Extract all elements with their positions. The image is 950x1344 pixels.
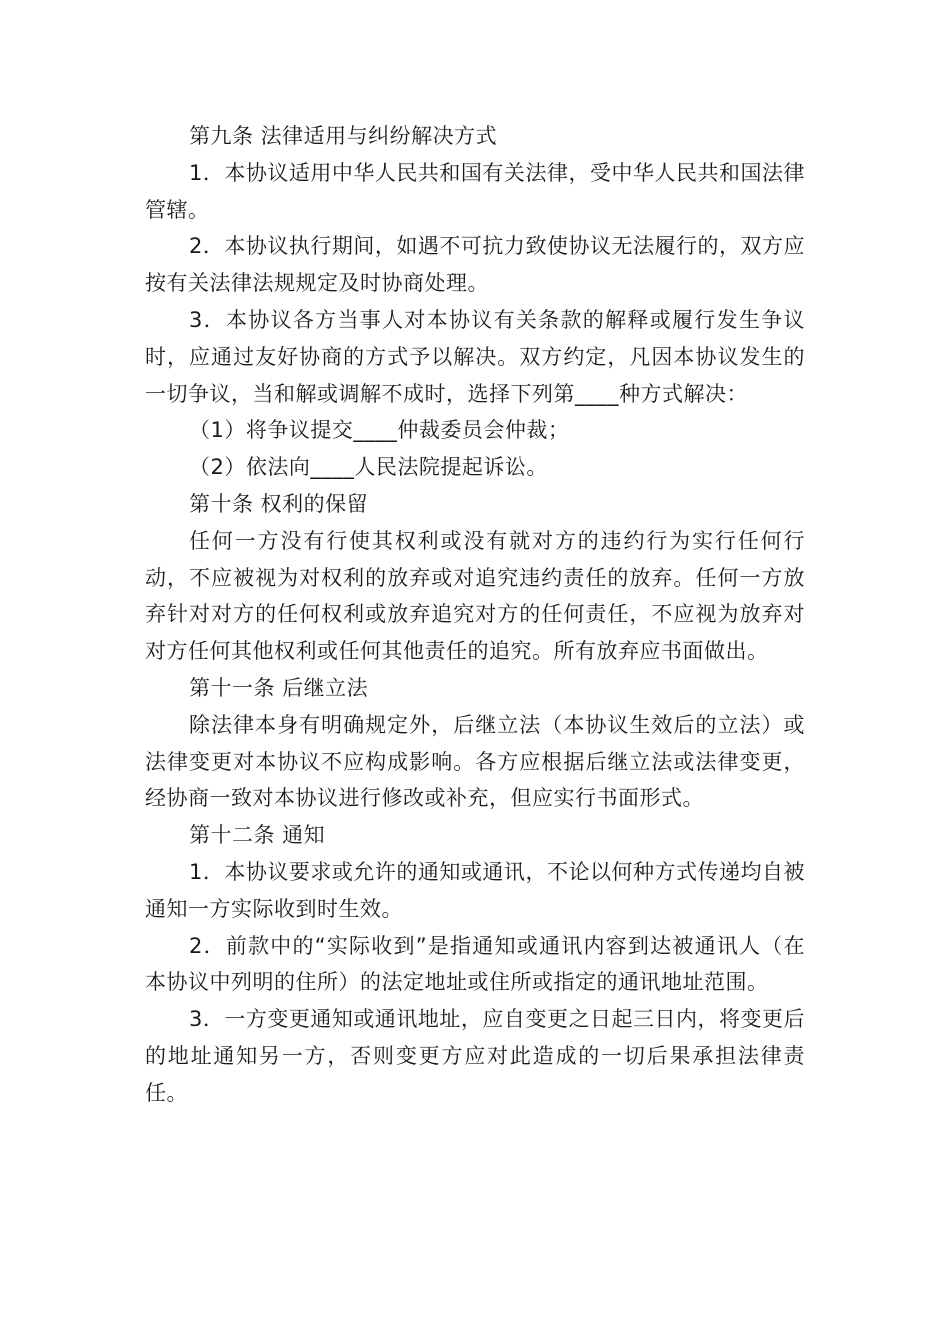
article-9-option-1: （1）将争议提交____仲裁委员会仲裁； [189,418,570,443]
article-9-clause-2: 2．本协议执行期间，如遇不可抗力致使协议无法履行的，双方应按有关法律法规规定及时协商处理。 [145,234,805,296]
article-12-clause-2: 2．前款中的“实际收到”是指通知或通讯内容到达被通讯人（在本协议中列明的住所）的法定地址或住所或指定的通讯地址范围。 [145,933,805,995]
document-page [145,118,805,1112]
article-10-body: 任何一方没有行使其权利或没有就对方的违约行为实行任何行动，不应被视为对权利的放弃或对追究违约责任的放弃。任何一方放弃针对对方的任何权利或放弃追究对方的任何责任，不应视为放弃对对方任何其他权利或任何其他责任的追究。所有放弃应书面做出。 [145,528,805,664]
article-12-clause-1: 1．本协议要求或允许的通知或通讯，不论以何种方式传递均自被通知一方实际收到时生效。 [145,859,805,921]
article-10-heading: 第十条 权利的保留 [189,491,369,516]
article-9-clause-1: 1．本协议适用中华人民共和国有关法律，受中华人民共和国法律管辖。 [145,160,805,222]
article-9-option-2: （2）依法向____人民法院提起诉讼。 [189,455,548,480]
article-11-heading: 第十一条 后继立法 [189,675,369,700]
article-11-body: 除法律本身有明确规定外，后继立法（本协议生效后的立法）或法律变更对本协议不应构成影响。各方应根据后继立法或法律变更，经协商一致对本协议进行修改或补充，但应实行书面形式。 [145,712,805,811]
article-9-heading: 第九条 法律适用与纠纷解决方式 [189,124,498,148]
article-9-clause-3: 3．本协议各方当事人对本协议有关条款的解释或履行发生争议时，应通过友好协商的方式予以解决。双方约定，凡因本协议发生的一切争议，当和解或调解不成时，选择下列第____种方式解决： [145,307,805,406]
article-12-heading: 第十二条 通知 [189,823,326,848]
article-12-clause-3: 3．一方变更通知或通讯地址，应自变更之日起三日内，将变更后的地址通知另一方，否则变更方应对此造成的一切后果承担法律责任。 [145,1007,805,1105]
